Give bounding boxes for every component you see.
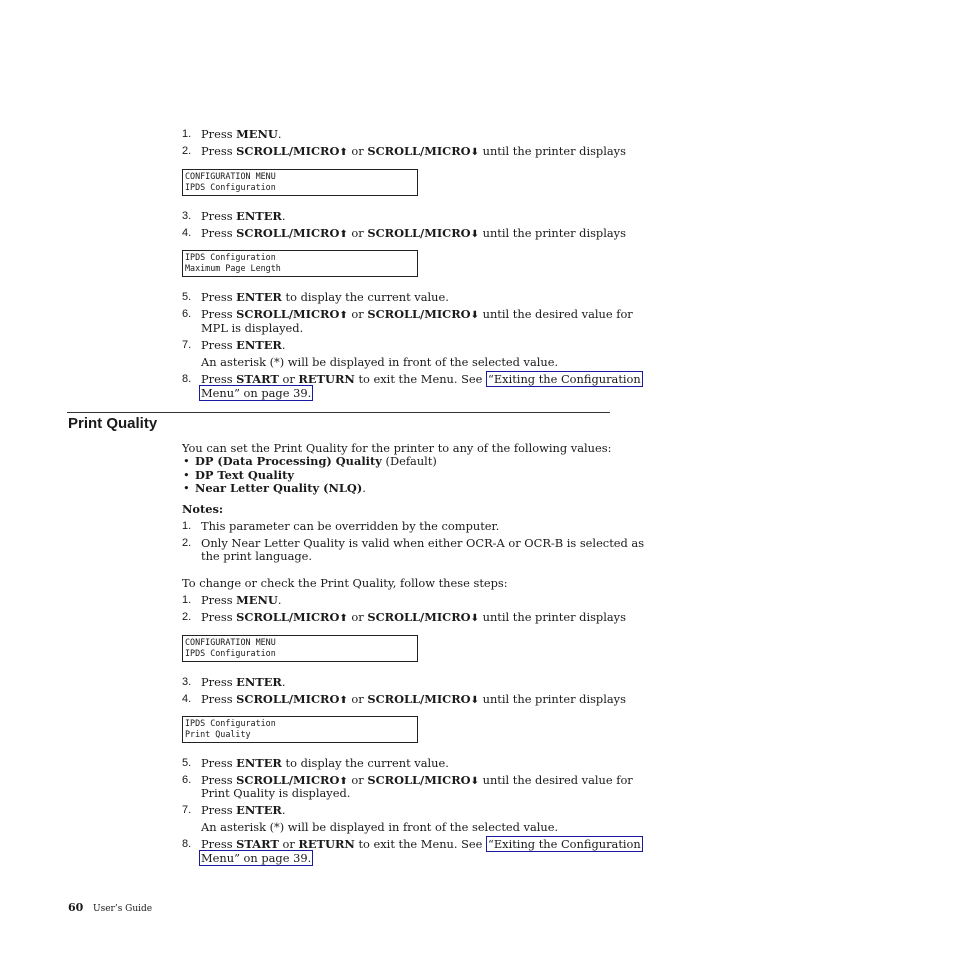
arrow-down-icon: ⬇ — [470, 695, 479, 706]
arrow-up-icon: ⬆ — [339, 613, 348, 624]
step-text: Press START or RETURN to exit the Menu. See “Exiting the Configuration — [201, 372, 641, 386]
display-line: IPDS Configuration — [185, 718, 276, 728]
step-number: 8. — [182, 373, 192, 385]
step-number: 2. — [182, 611, 192, 623]
step-text: Press ENTER to display the current value. — [201, 756, 449, 770]
asterisk-note: An asterisk (*) will be displayed in front of the selected value. — [201, 820, 559, 834]
step-text: Press START or RETURN to exit the Menu. See “Exiting the Configuration — [201, 837, 641, 851]
printer-display — [182, 169, 418, 196]
step-number: 6. — [182, 308, 192, 320]
arrow-up-icon: ⬆ — [339, 147, 348, 158]
section-rule — [67, 412, 610, 413]
note-number: 2. — [182, 537, 192, 549]
arrow-down-icon: ⬇ — [470, 776, 479, 787]
printer-display — [182, 716, 418, 743]
arrow-up-icon: ⬆ — [339, 229, 348, 240]
list-item: DP Text Quality — [195, 468, 294, 482]
list-item: DP (Data Processing) Quality (Default) — [195, 454, 437, 468]
arrow-down-icon: ⬇ — [470, 147, 479, 158]
exiting-config-link[interactable]: “Exiting the Configuration — [488, 372, 641, 386]
step-text-continued: Print Quality is displayed. — [201, 786, 351, 800]
arrow-up-icon: ⬆ — [339, 776, 348, 787]
step-text: Press ENTER. — [201, 209, 286, 223]
note-number: 1. — [182, 520, 192, 532]
step-number: 3. — [182, 676, 192, 688]
list-bullet: • — [183, 468, 190, 482]
intro-paragraph: You can set the Print Quality for the printer to any of the following values: — [182, 441, 612, 455]
step-number: 6. — [182, 774, 192, 786]
step-text: Press SCROLL/MICRO⬆ or SCROLL/MICRO⬇ until the desired value for — [201, 307, 633, 321]
step-text: Press ENTER to display the current value. — [201, 290, 449, 304]
list-bullet: • — [183, 454, 190, 468]
step-text-continued: MPL is displayed. — [201, 321, 304, 335]
display-line: Maximum Page Length — [185, 263, 281, 273]
exiting-config-link[interactable]: “Exiting the Configuration — [488, 837, 641, 851]
section-heading: Print Quality — [68, 415, 158, 432]
arrow-down-icon: ⬇ — [470, 229, 479, 240]
asterisk-note: An asterisk (*) will be displayed in front of the selected value. — [201, 355, 559, 369]
arrow-down-icon: ⬇ — [470, 613, 479, 624]
display-line: IPDS Configuration — [185, 252, 276, 262]
arrow-up-icon: ⬆ — [339, 310, 348, 321]
printer-display — [182, 635, 418, 662]
printer-display — [182, 250, 418, 277]
step-number: 1. — [182, 594, 192, 606]
note-text: This parameter can be overridden by the computer. — [201, 519, 500, 533]
step-number: 8. — [182, 838, 192, 850]
step-text: Press MENU. — [201, 127, 282, 141]
steps-intro: To change or check the Print Quality, follow these steps: — [182, 576, 508, 590]
step-number: 4. — [182, 227, 192, 239]
display-line: CONFIGURATION MENU — [185, 637, 276, 647]
note-text-continued: the print language. — [201, 549, 313, 563]
running-footer-title: User’s Guide — [93, 904, 153, 914]
step-number: 1. — [182, 128, 192, 140]
exiting-config-link-continued[interactable]: Menu” on page 39. — [201, 851, 312, 865]
exiting-config-link-continued[interactable]: Menu” on page 39. — [201, 386, 312, 400]
step-number: 7. — [182, 339, 192, 351]
step-number: 5. — [182, 757, 192, 769]
step-text: Press SCROLL/MICRO⬆ or SCROLL/MICRO⬇ until the printer displays — [201, 692, 626, 706]
note-text: Only Near Letter Quality is valid when either OCR-A or OCR-B is selected as — [201, 536, 645, 550]
step-number: 3. — [182, 210, 192, 222]
step-text: Press ENTER. — [201, 803, 286, 817]
display-line: IPDS Configuration — [185, 648, 276, 658]
display-line: CONFIGURATION MENU — [185, 171, 276, 181]
arrow-up-icon: ⬆ — [339, 695, 348, 706]
step-text: Press SCROLL/MICRO⬆ or SCROLL/MICRO⬇ until the desired value for — [201, 773, 633, 787]
step-text: Press ENTER. — [201, 338, 286, 352]
step-number: 2. — [182, 145, 192, 157]
list-bullet: • — [183, 481, 190, 495]
step-number: 7. — [182, 804, 192, 816]
display-line: IPDS Configuration — [185, 182, 276, 192]
step-text: Press MENU. — [201, 593, 282, 607]
list-item: Near Letter Quality (NLQ). — [195, 481, 366, 495]
display-line: Print Quality — [185, 729, 251, 739]
step-text: Press ENTER. — [201, 675, 286, 689]
notes-label: Notes: — [182, 502, 224, 516]
step-text: Press SCROLL/MICRO⬆ or SCROLL/MICRO⬇ until the printer displays — [201, 144, 626, 158]
step-text: Press SCROLL/MICRO⬆ or SCROLL/MICRO⬇ until the printer displays — [201, 610, 626, 624]
page-number: 60 — [68, 901, 84, 914]
step-text: Press SCROLL/MICRO⬆ or SCROLL/MICRO⬇ until the printer displays — [201, 226, 626, 240]
arrow-down-icon: ⬇ — [470, 310, 479, 321]
step-number: 4. — [182, 693, 192, 705]
step-number: 5. — [182, 291, 192, 303]
